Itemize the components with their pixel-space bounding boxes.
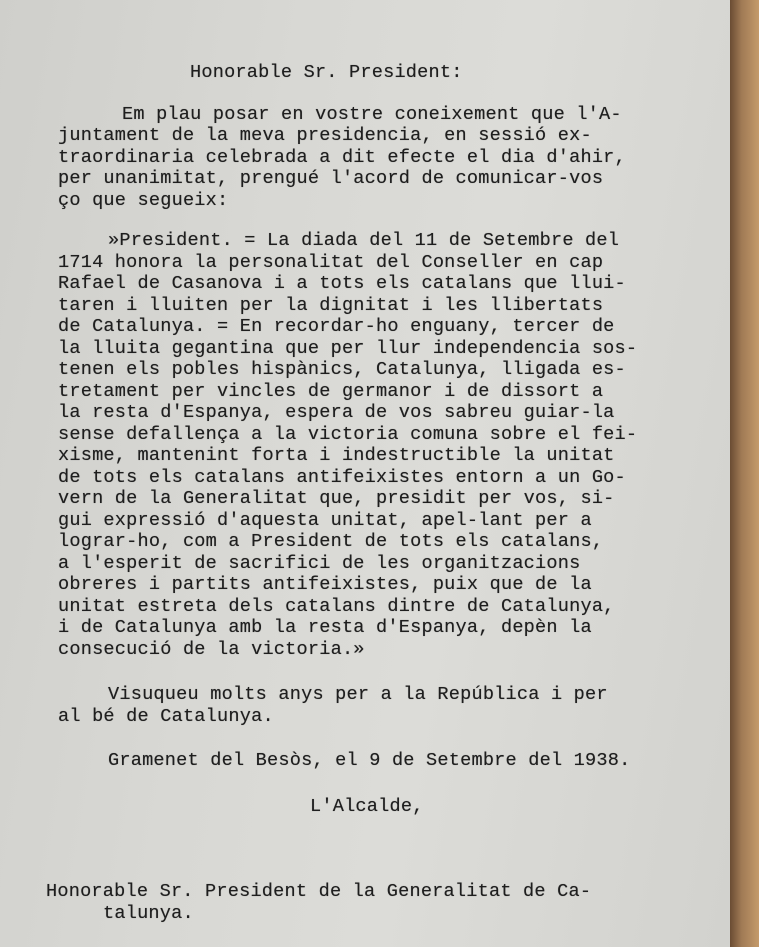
quote-line: vern de la Generalitat que, presidit per vos, si-: [58, 488, 615, 509]
paragraph1-line: juntament de la meva presidencia, en sessió ex-: [58, 125, 592, 146]
paragraph1-line: traordinaria celebrada a dit efecte el dia d'ahir,: [58, 147, 626, 168]
quote-line: unitat estreta dels catalans dintre de Catalunya,: [58, 596, 615, 617]
quote-line: i de Catalunya amb la resta d'Espanya, depèn la: [58, 617, 592, 638]
quote-line: lograr-ho, com a President de tots els catalans,: [58, 531, 604, 552]
quote-line: taren i lluiten per la dignitat i les llibertats: [58, 295, 604, 316]
salutation: Honorable Sr. President:: [190, 62, 463, 83]
quote-line: tenen els pobles hispànics, Catalunya, lligada es-: [58, 359, 626, 380]
quote-line: de tots els catalans antifeixistes entorn a un Go-: [58, 467, 626, 488]
addressee-line: Honorable Sr. President de la Generalitat de Ca-: [46, 881, 592, 902]
quote-line: gui expressió d'aquesta unitat, apel-lant per a: [58, 510, 592, 531]
quote-line: sense defallença a la victoria comuna sobre el fei-: [58, 424, 638, 445]
quote-line: consecució de la victoria.»: [58, 639, 365, 660]
closing-line: Visuqueu molts anys per a la República i per: [108, 684, 608, 705]
quote-line: a l'esperit de sacrifici de les organitzacions: [58, 553, 581, 574]
quote-line: 1714 honora la personalitat del Conseller en cap: [58, 252, 604, 273]
quote-line: xisme, mantenint forta i indestructible la unitat: [58, 445, 615, 466]
quote-line: tretament per vincles de germanor i de dissort a: [58, 381, 604, 402]
quote-line: la lluita gegantina que per llur independencia sos-: [58, 338, 638, 359]
quote-line: la resta d'Espanya, espera de vos sabreu guiar-la: [58, 402, 615, 423]
addressee-line: talunya.: [103, 903, 194, 924]
quote-line: de Catalunya. = En recordar-ho enguany, tercer de: [58, 316, 615, 337]
closing-line: al bé de Catalunya.: [58, 706, 274, 727]
paragraph1-line: per unanimitat, prengué l'acord de comunicar-vos: [58, 168, 604, 189]
paragraph1-line: ço que segueix:: [58, 190, 229, 211]
quote-line: obreres i partits antifeixistes, puix que de la: [58, 574, 592, 595]
desk-edge: [730, 0, 759, 947]
signature: L'Alcalde,: [310, 796, 424, 817]
date-line: Gramenet del Besòs, el 9 de Setembre del 1938.: [108, 750, 631, 771]
quote-line: »President. = La diada del 11 de Setembre del: [108, 230, 620, 251]
paragraph1-line: Em plau posar en vostre coneixement que l'A-: [122, 104, 622, 125]
quote-line: Rafael de Casanova i a tots els catalans que llui-: [58, 273, 626, 294]
